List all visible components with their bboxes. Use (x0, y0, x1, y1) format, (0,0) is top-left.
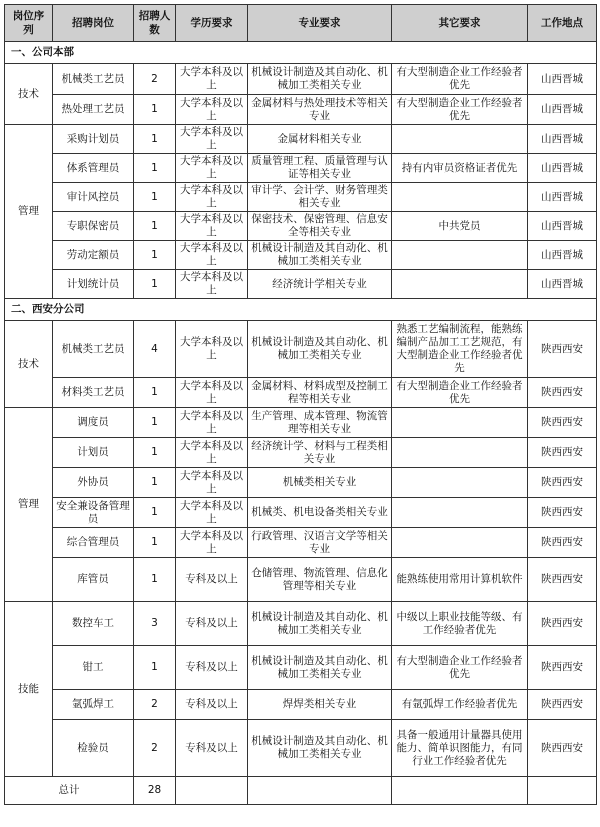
count-cell: 1 (134, 154, 176, 183)
other-cell: 具备一般通用计量器具使用能力、简单识图能力，有同行业工作经验者优先 (392, 720, 528, 777)
post-cell: 热处理工艺员 (53, 95, 134, 125)
major-cell: 经济统计学、材料与工程类相关专业 (248, 438, 392, 468)
edu-cell: 大学本科及以上 (176, 241, 248, 270)
post-cell: 采购计划员 (53, 125, 134, 154)
count-cell: 2 (134, 720, 176, 777)
count-cell: 1 (134, 241, 176, 270)
edu-cell: 大学本科及以上 (176, 125, 248, 154)
other-cell: 中级以上职业技能等级、有工作经验者优先 (392, 602, 528, 646)
major-cell: 行政管理、汉语言文学等相关专业 (248, 528, 392, 558)
header-post: 招聘岗位 (53, 5, 134, 42)
count-cell: 1 (134, 646, 176, 690)
total-row (5, 777, 597, 805)
edu-cell: 大学本科及以上 (176, 528, 248, 558)
major-cell: 生产管理、成本管理、物流管理等相关专业 (248, 408, 392, 438)
edu-cell: 大学本科及以上 (176, 183, 248, 212)
loc-cell: 陕西西安 (528, 528, 597, 558)
major-cell: 机械设计制造及其自动化、机械加工类相关专业 (248, 602, 392, 646)
count-cell: 1 (134, 95, 176, 125)
other-cell (392, 498, 528, 528)
other-cell: 能熟练使用常用计算机软件 (392, 558, 528, 602)
empty-cell (528, 777, 597, 805)
other-cell: 有大型制造企业工作经验者优先 (392, 646, 528, 690)
loc-cell: 陕西西安 (528, 646, 597, 690)
post-cell: 机械类工艺员 (53, 64, 134, 95)
major-cell: 金属材料与热处理技术等相关专业 (248, 95, 392, 125)
post-cell: 体系管理员 (53, 154, 134, 183)
loc-cell: 陕西西安 (528, 378, 597, 408)
post-cell: 外协员 (53, 468, 134, 498)
other-cell (392, 468, 528, 498)
major-cell: 经济统计学相关专业 (248, 270, 392, 299)
loc-cell: 陕西西安 (528, 408, 597, 438)
edu-cell: 专科及以上 (176, 558, 248, 602)
post-cell: 计划统计员 (53, 270, 134, 299)
recruitment-table (4, 4, 597, 805)
edu-cell: 大学本科及以上 (176, 468, 248, 498)
section-title: 二、西安分公司 (5, 299, 597, 321)
other-cell (392, 241, 528, 270)
count-cell: 1 (134, 498, 176, 528)
table-row (5, 64, 597, 95)
edu-cell: 专科及以上 (176, 690, 248, 720)
post-cell: 机械类工艺员 (53, 321, 134, 378)
edu-cell: 大学本科及以上 (176, 270, 248, 299)
table-row (5, 95, 597, 125)
total-label: 总计 (5, 777, 134, 805)
table-row (5, 720, 597, 777)
seq-cell: 技能 (5, 602, 53, 777)
count-cell: 4 (134, 321, 176, 378)
loc-cell: 陕西西安 (528, 438, 597, 468)
table-row (5, 241, 597, 270)
table-row (5, 646, 597, 690)
loc-cell: 山西晋城 (528, 212, 597, 241)
count-cell: 2 (134, 690, 176, 720)
header-major: 专业要求 (248, 5, 392, 42)
post-cell: 综合管理员 (53, 528, 134, 558)
loc-cell: 陕西西安 (528, 498, 597, 528)
loc-cell: 陕西西安 (528, 690, 597, 720)
major-cell: 机械设计制造及其自动化、机械加工类相关专业 (248, 646, 392, 690)
major-cell: 金属材料、材料成型及控制工程等相关专业 (248, 378, 392, 408)
table-row (5, 321, 597, 378)
count-cell: 1 (134, 378, 176, 408)
edu-cell: 大学本科及以上 (176, 95, 248, 125)
edu-cell: 大学本科及以上 (176, 408, 248, 438)
header-count: 招聘人数 (134, 5, 176, 42)
count-cell: 1 (134, 558, 176, 602)
header-other: 其它要求 (392, 5, 528, 42)
table-row (5, 408, 597, 438)
count-cell: 1 (134, 438, 176, 468)
table-row (5, 438, 597, 468)
other-cell (392, 528, 528, 558)
post-cell: 库管员 (53, 558, 134, 602)
table-row (5, 183, 597, 212)
edu-cell: 大学本科及以上 (176, 498, 248, 528)
edu-cell: 专科及以上 (176, 646, 248, 690)
post-cell: 检验员 (53, 720, 134, 777)
edu-cell: 大学本科及以上 (176, 321, 248, 378)
major-cell: 机械设计制造及其自动化、机械加工类相关专业 (248, 321, 392, 378)
post-cell: 钳工 (53, 646, 134, 690)
edu-cell: 大学本科及以上 (176, 212, 248, 241)
count-cell: 1 (134, 468, 176, 498)
major-cell: 机械类相关专业 (248, 468, 392, 498)
post-cell: 材料类工艺员 (53, 378, 134, 408)
edu-cell: 大学本科及以上 (176, 378, 248, 408)
header-row (5, 5, 597, 42)
loc-cell: 山西晋城 (528, 95, 597, 125)
count-cell: 2 (134, 64, 176, 95)
post-cell: 劳动定额员 (53, 241, 134, 270)
major-cell: 机械类、机电设备类相关专业 (248, 498, 392, 528)
loc-cell: 山西晋城 (528, 270, 597, 299)
major-cell: 金属材料相关专业 (248, 125, 392, 154)
major-cell: 仓储管理、物流管理、信息化管理等相关专业 (248, 558, 392, 602)
empty-cell (392, 777, 528, 805)
table-row (5, 378, 597, 408)
edu-cell: 专科及以上 (176, 720, 248, 777)
major-cell: 机械设计制造及其自动化、机械加工类相关专业 (248, 720, 392, 777)
major-cell: 机械设计制造及其自动化、机械加工类相关专业 (248, 64, 392, 95)
post-cell: 安全兼设备管理员 (53, 498, 134, 528)
header-edu: 学历要求 (176, 5, 248, 42)
table-row (5, 558, 597, 602)
loc-cell: 山西晋城 (528, 183, 597, 212)
edu-cell: 大学本科及以上 (176, 438, 248, 468)
post-cell: 专职保密员 (53, 212, 134, 241)
table-row (5, 125, 597, 154)
header-seq: 岗位序列 (5, 5, 53, 42)
edu-cell: 专科及以上 (176, 602, 248, 646)
post-cell: 氩弧焊工 (53, 690, 134, 720)
header-loc: 工作地点 (528, 5, 597, 42)
table-row (5, 602, 597, 646)
table-row (5, 468, 597, 498)
loc-cell: 陕西西安 (528, 321, 597, 378)
empty-cell (176, 777, 248, 805)
section-title: 一、公司本部 (5, 42, 597, 64)
other-cell (392, 408, 528, 438)
count-cell: 1 (134, 212, 176, 241)
edu-cell: 大学本科及以上 (176, 64, 248, 95)
loc-cell: 山西晋城 (528, 125, 597, 154)
loc-cell: 陕西西安 (528, 468, 597, 498)
major-cell: 质量管理工程、质量管理与认证等相关专业 (248, 154, 392, 183)
major-cell: 保密技术、保密管理、信息安全等相关专业 (248, 212, 392, 241)
count-cell: 3 (134, 602, 176, 646)
seq-cell: 管理 (5, 408, 53, 602)
count-cell: 1 (134, 125, 176, 154)
seq-cell: 管理 (5, 125, 53, 299)
other-cell: 熟悉工艺编制流程，能熟练编制产品加工工艺规范，有大型制造企业工作经验者优先 (392, 321, 528, 378)
seq-cell: 技术 (5, 321, 53, 408)
loc-cell: 山西晋城 (528, 154, 597, 183)
count-cell: 1 (134, 528, 176, 558)
loc-cell: 山西晋城 (528, 64, 597, 95)
section-row (5, 42, 597, 64)
loc-cell: 陕西西安 (528, 602, 597, 646)
other-cell: 有氩弧焊工作经验者优先 (392, 690, 528, 720)
table-row (5, 528, 597, 558)
count-cell: 1 (134, 408, 176, 438)
seq-cell: 技术 (5, 64, 53, 125)
major-cell: 机械设计制造及其自动化、机械加工类相关专业 (248, 241, 392, 270)
edu-cell: 大学本科及以上 (176, 154, 248, 183)
table-row (5, 270, 597, 299)
loc-cell: 陕西西安 (528, 558, 597, 602)
empty-cell (248, 777, 392, 805)
table-row (5, 212, 597, 241)
other-cell: 有大型制造企业工作经验者优先 (392, 378, 528, 408)
post-cell: 数控车工 (53, 602, 134, 646)
count-cell: 1 (134, 183, 176, 212)
other-cell: 中共党员 (392, 212, 528, 241)
loc-cell: 山西晋城 (528, 241, 597, 270)
other-cell: 有大型制造企业工作经验者优先 (392, 95, 528, 125)
other-cell (392, 125, 528, 154)
major-cell: 审计学、会计学、财务管理类相关专业 (248, 183, 392, 212)
table-row (5, 154, 597, 183)
count-cell: 1 (134, 270, 176, 299)
other-cell (392, 183, 528, 212)
other-cell: 有大型制造企业工作经验者优先 (392, 64, 528, 95)
section-row (5, 299, 597, 321)
loc-cell: 陕西西安 (528, 720, 597, 777)
major-cell: 焊焊类相关专业 (248, 690, 392, 720)
other-cell (392, 270, 528, 299)
total-count: 28 (134, 777, 176, 805)
post-cell: 调度员 (53, 408, 134, 438)
post-cell: 审计风控员 (53, 183, 134, 212)
post-cell: 计划员 (53, 438, 134, 468)
table-row (5, 498, 597, 528)
other-cell (392, 438, 528, 468)
other-cell: 持有内审员资格证者优先 (392, 154, 528, 183)
table-row (5, 690, 597, 720)
